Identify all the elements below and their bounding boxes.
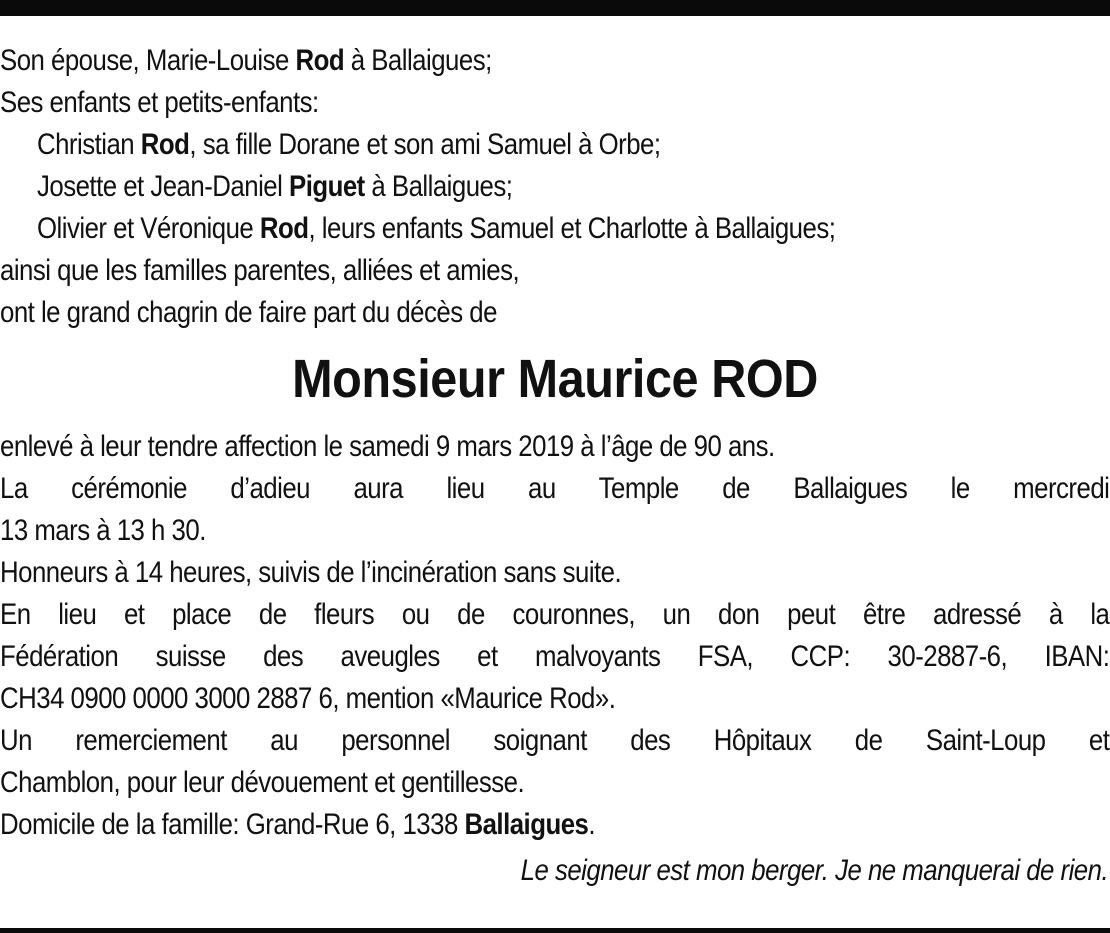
motto-text: Le seigneur est mon berger. Je ne manquerai de rien. — [520, 854, 1108, 887]
death-line: enlevé à leur tendre affection le samedi 9 mars 2019 à l’âge de 90 ans. — [0, 430, 775, 463]
top-rule — [0, 0, 1110, 16]
spouse-text: Son épouse, Marie-Louise — [0, 44, 296, 77]
spouse-surname: Rod — [295, 44, 345, 77]
motto-line — [0, 850, 1110, 892]
deceased-name-heading: Monsieur Maurice ROD — [292, 349, 818, 409]
child-text: Olivier et Véronique — [36, 212, 260, 245]
ceremony-line-end: 13 mars à 13 h 30. — [0, 514, 206, 547]
child-surname: Piguet — [289, 170, 365, 203]
domicile-text: Domicile de la famille: Grand-Rue 6, 1338 — [0, 808, 465, 841]
bottom-rule — [0, 928, 1110, 933]
spouse-place: à Ballaigues; — [344, 44, 492, 77]
children-intro: Ses enfants et petits-enfants: — [0, 86, 319, 119]
child-text: Josette et Jean-Daniel — [36, 170, 290, 203]
child-line — [0, 208, 955, 250]
announcement-line: ont le grand chagrin de faire part du décès de — [0, 296, 497, 329]
child-detail: , sa fille Dorane et son ami Samuel à Orbe; — [189, 128, 661, 161]
relatives-line: ainsi que les familles parentes, alliées et amies, — [0, 254, 520, 287]
obituary-notice — [0, 40, 1110, 892]
child-surname: Rod — [259, 212, 309, 245]
child-line — [0, 166, 955, 208]
donation-line-end: CH34 0900 0000 3000 2887 6, mention «Maurice Rod». — [0, 682, 616, 715]
spouse-line — [0, 40, 955, 82]
child-detail: , leurs enfants Samuel et Charlotte à Ballaigues; — [308, 212, 836, 245]
child-line — [0, 124, 955, 166]
ceremony-line: La cérémonie d’adieu aura lieu au Temple de Ballaigues le mercredi — [0, 472, 1110, 505]
child-surname: Rod — [140, 128, 190, 161]
donation-line: Fédération suisse des aveugles et malvoyants FSA, CCP: 30-2887-6, IBAN: — [0, 640, 1110, 673]
child-text: Christian — [36, 128, 141, 161]
honors-line: Honneurs à 14 heures, suivis de l’incinération sans suite. — [0, 556, 622, 589]
domicile-line — [0, 804, 955, 846]
domicile-place: Ballaigues — [464, 808, 589, 841]
thanks-line: Un remerciement au personnel soignant des Hôpitaux de Saint-Loup et — [0, 724, 1110, 757]
child-detail: à Ballaigues; — [364, 170, 513, 203]
thanks-line-end: Chamblon, pour leur dévouement et gentillesse. — [0, 766, 525, 799]
donation-line: En lieu et place de fleurs ou de couronnes, un don peut être adressé à la — [0, 598, 1110, 631]
domicile-period: . — [588, 808, 596, 841]
